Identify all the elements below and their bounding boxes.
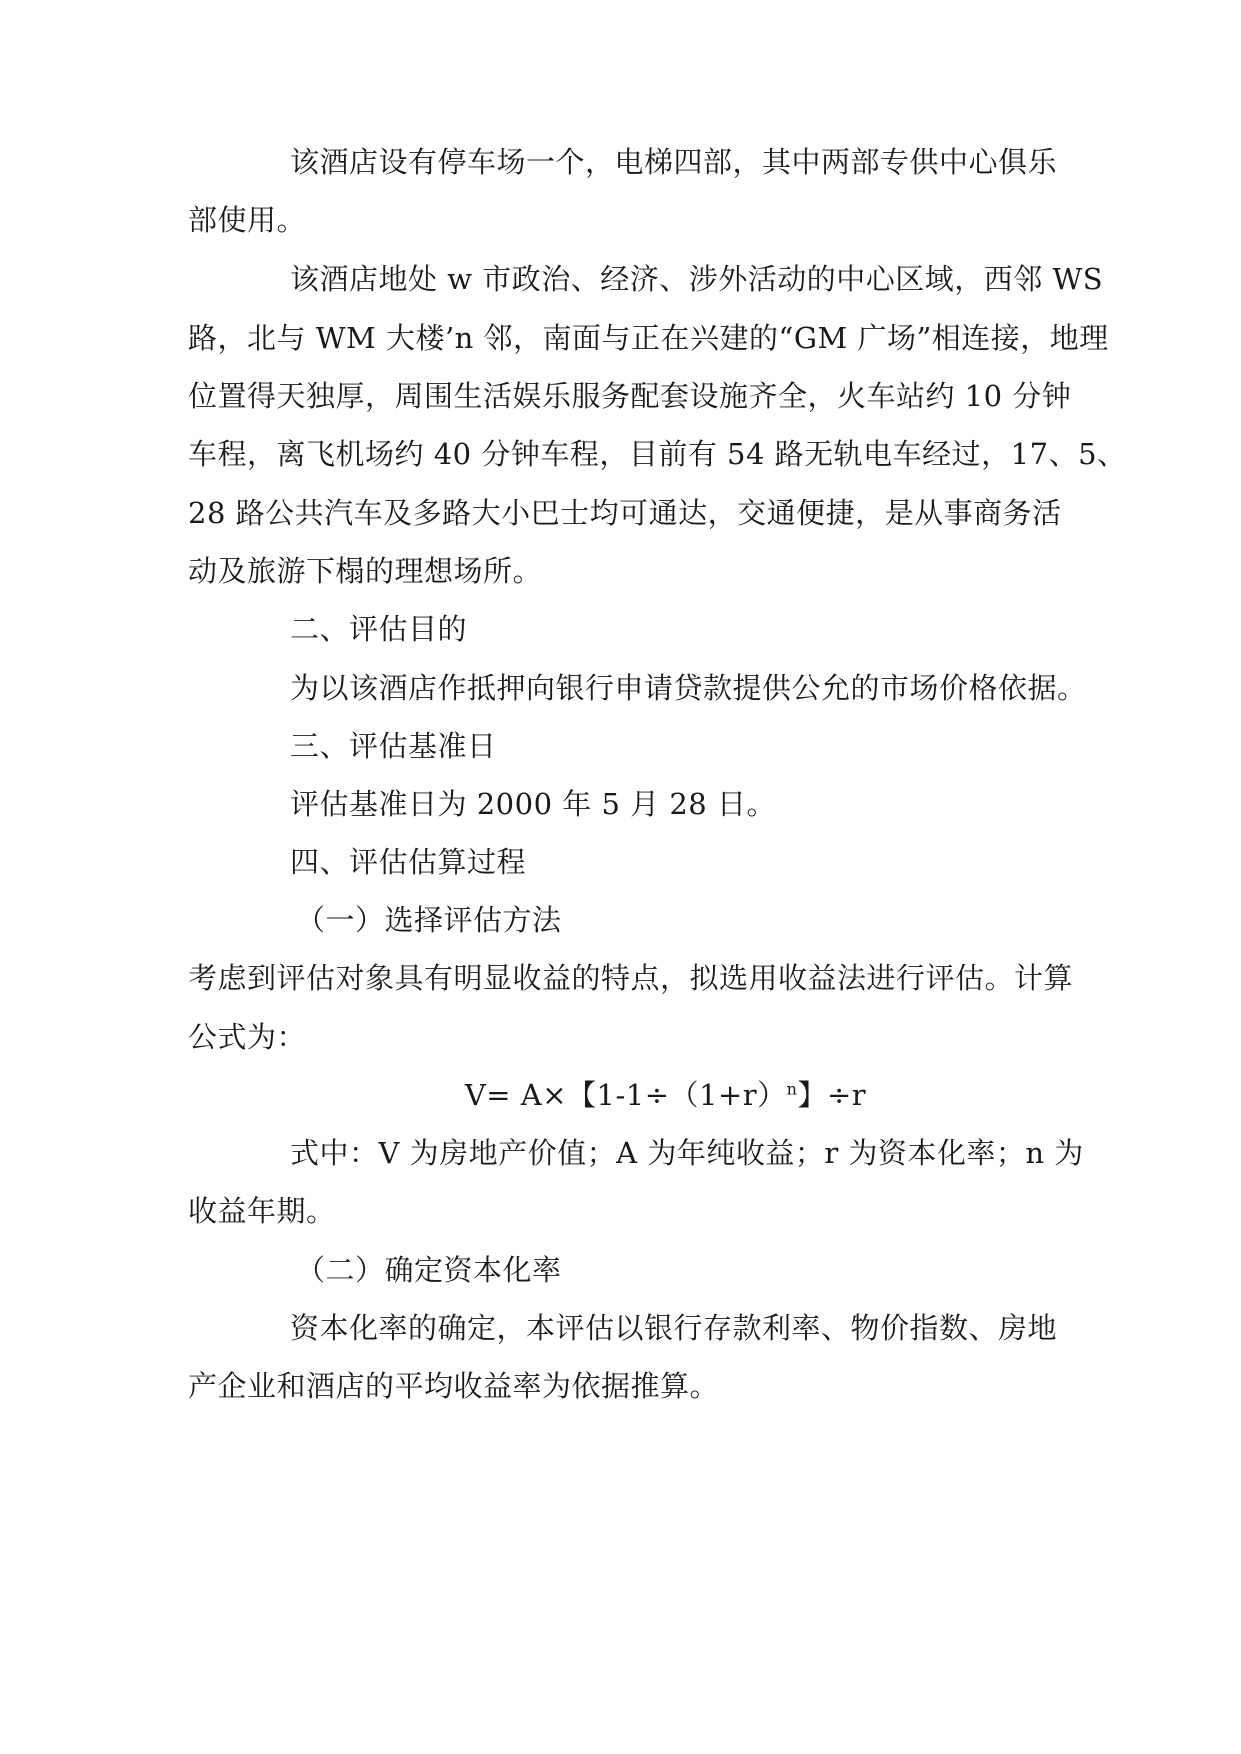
- paragraph-cap-rate-line-2: 产企业和酒店的平均收益率为依据推算。: [188, 1369, 720, 1403]
- section-heading-process: 四、评估估算过程: [290, 845, 527, 879]
- paragraph-location-line-6: 动及旅游下榻的理想场所。: [188, 554, 543, 588]
- subsection-heading-cap-rate: （二）确定资本化率: [296, 1253, 562, 1287]
- paragraph-method-line-2: 公式为：: [188, 1020, 307, 1054]
- paragraph-purpose: 为以该酒店作抵押向银行申请贷款提供公允的市场价格依据。: [290, 671, 1087, 705]
- formula-part-1: V= A×【1-1÷（1+r）: [464, 1078, 787, 1112]
- paragraph-parking-line-2: 部使用。: [188, 203, 307, 237]
- paragraph-location-line-1: 该酒店地处 w 市政治、经济、涉外活动的中心区域，西邻 WS: [290, 262, 1104, 296]
- paragraph-base-date: 评估基准日为 2000 年 5 月 28 日。: [290, 787, 776, 821]
- section-heading-base-date: 三、评估基准日: [290, 729, 497, 763]
- paragraph-location-line-2: 路，北与 WM 大楼’n 邻，南面与正在兴建的“GM 广场”相连接，地理: [188, 321, 1109, 355]
- paragraph-parking-line-1: 该酒店设有停车场一个，电梯四部，其中两部专供中心俱乐: [290, 145, 1058, 179]
- section-heading-purpose: 二、评估目的: [290, 612, 468, 646]
- subsection-heading-method: （一）选择评估方法: [296, 903, 562, 937]
- paragraph-location-line-5: 28 路公共汽车及多路大小巴士均可通达，交通便捷，是从事商务活: [188, 496, 1062, 530]
- paragraph-location-line-3: 位置得天独厚，周围生活娱乐服务配套设施齐全，火车站约 10 分钟: [188, 379, 1072, 413]
- paragraph-method-line-1: 考虑到评估对象具有明显收益的特点，拟选用收益法进行评估。计算: [188, 961, 1074, 995]
- paragraph-formula-notes-line-1: 式中：V 为房地产价值；A 为年纯收益；r 为资本化率；n 为: [290, 1136, 1084, 1170]
- paragraph-location-line-4: 车程，离飞机场约 40 分钟车程，目前有 54 路无轨电车经过，17、5、: [188, 437, 1127, 471]
- formula-part-2: 】÷r: [797, 1078, 867, 1112]
- paragraph-formula-notes-line-2: 收益年期。: [188, 1194, 336, 1228]
- paragraph-cap-rate-line-1: 资本化率的确定，本评估以银行存款利率、物价指数、房地: [290, 1311, 1058, 1345]
- valuation-formula: [0, 1075, 1241, 1115]
- formula-exponent: n: [786, 1079, 798, 1099]
